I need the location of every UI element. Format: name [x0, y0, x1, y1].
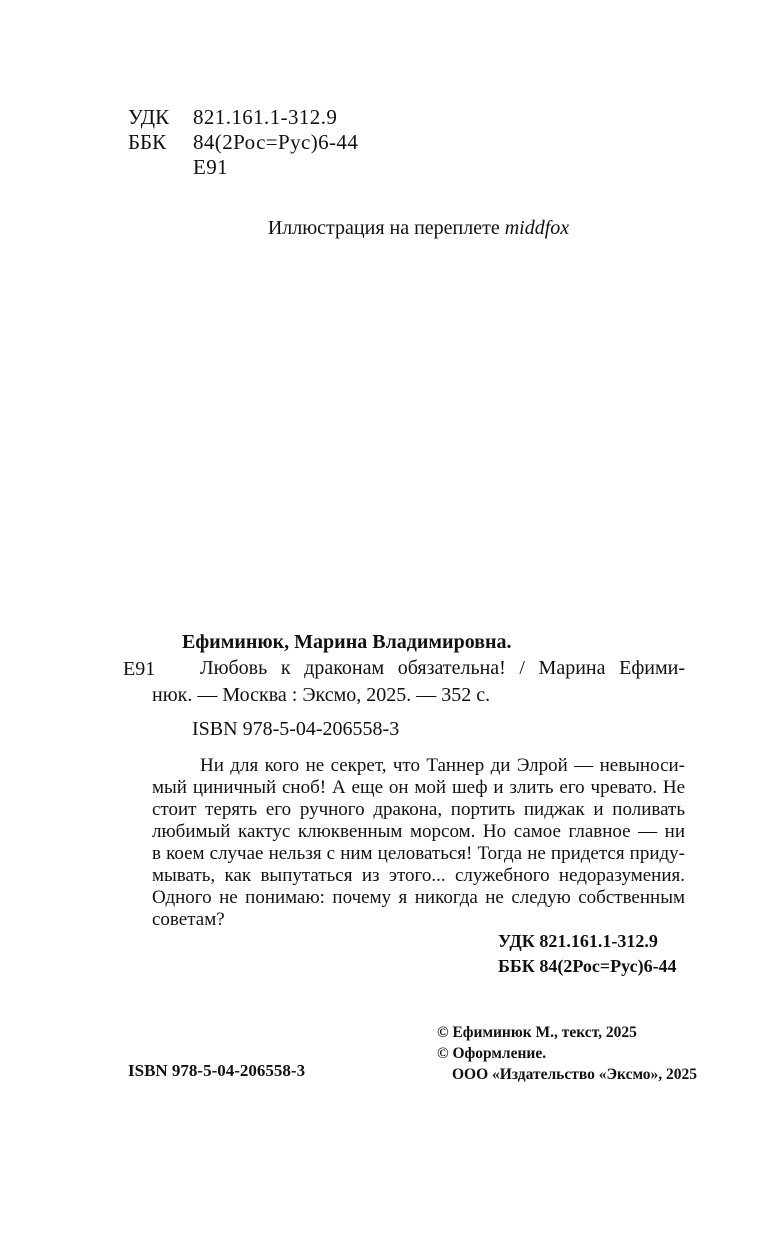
catalog-isbn: ISBN 978-5-04-206558-3: [192, 718, 400, 740]
copyright-text-line: © Ефиминюк М., текст, 2025: [437, 1024, 637, 1041]
copyright-block: [437, 1022, 697, 1085]
cover-artist-name: middfox: [504, 217, 570, 239]
annotation-line: мый циничный сноб! А еще он мой шеф и злить его чревато. Не: [152, 777, 685, 798]
copyright-design-line: © Оформление.: [437, 1045, 547, 1062]
bbk-value: 84(2Рос=Рус)6-44: [193, 130, 359, 154]
annotation-line: в коем случае нельзя с ним целоваться! Тогда не придется приду-: [152, 843, 685, 864]
annotation-line: Одного не понимаю: почему я никогда не следую собственным: [152, 887, 685, 908]
udc-bold-line: УДК 821.161.1-312.9: [498, 931, 658, 951]
annotation-line: мывать, как выпутаться из этого... служебного недоразумения.: [152, 865, 685, 886]
annotation-line: стоит терять его ручного дракона, портить пиджак и поливать: [152, 799, 685, 820]
udc-label: УДК: [128, 105, 170, 129]
publisher-line: ООО «Издательство «Эксмо», 2025: [452, 1066, 698, 1083]
imprint-isbn: ISBN 978-5-04-206558-3: [128, 1061, 306, 1080]
catalog-author: Ефиминюк, Марина Владимировна.: [182, 631, 512, 653]
author-sign-value: Е91: [193, 155, 229, 179]
bbk-row: [128, 130, 358, 155]
annotation-line: Ни для кого не секрет, что Таннер ди Элрой — невыноси-: [200, 755, 685, 776]
catalog-title-line-2: нюк. — Москва : Эксмо, 2025. — 352 с.: [152, 684, 491, 706]
bbk-label: ББК: [128, 130, 167, 154]
annotation-paragraph: [152, 755, 685, 931]
cover-credit-text: Иллюстрация на переплете: [267, 217, 505, 239]
catalog-title-line-1: Любовь к драконам обязательна! / Марина Ефими-: [200, 657, 685, 679]
annotation-line: советам?: [152, 909, 225, 930]
bbk-bold-line: ББК 84(2Рос=Рус)6-44: [498, 956, 677, 976]
author-sign-row: [128, 155, 358, 180]
top-classification-block: [128, 105, 358, 180]
catalog-entry-code: Е91: [123, 658, 156, 680]
udc-value: 821.161.1-312.9: [193, 105, 338, 129]
annotation-line: любимый кактус клюквенным морсом. Но самое главное — ни: [152, 821, 685, 842]
udc-row: [128, 105, 358, 130]
cover-illustration-credit: [152, 216, 685, 240]
classification-right-block: [498, 929, 677, 979]
